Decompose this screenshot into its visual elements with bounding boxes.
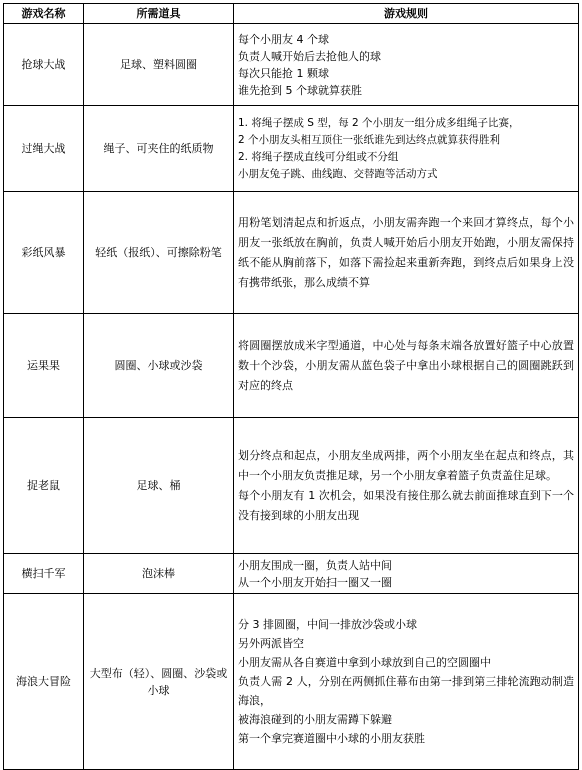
header-row	[4, 4, 579, 24]
game-rules-cell	[234, 192, 579, 314]
rule-line: 另外两派皆空	[238, 637, 304, 650]
game-name-cell: 运果果	[4, 314, 84, 418]
game-rules-cell	[234, 24, 579, 106]
rule-line: 小朋友需从各自赛道中拿到小球放到自己的空圆圈中	[238, 656, 491, 669]
game-name-cell: 捉老鼠	[4, 418, 84, 554]
game-props-cell: 绳子、可夹住的纸质物	[84, 106, 234, 192]
game-name-cell: 彩纸风暴	[4, 192, 84, 314]
header-game-name: 游戏名称	[4, 4, 84, 24]
rule-line: 第一个拿完赛道圈中小球的小朋友获胜	[238, 732, 425, 745]
rule-line: 2 个小朋友头相互顶住一张纸谁先到达终点就算获得胜利	[238, 133, 501, 146]
rule-line: 每次只能抢 1 颗球	[238, 66, 329, 80]
rule-paragraph: 将圆圈摆放成米字型通道，中心处与每条末端各放置好篮子中心放置数十个沙袋，小朋友需从蓝色袋子中拿出小球根据自己的圆圈跳跃到对应的终点	[238, 338, 574, 392]
game-name-cell: 横扫千军	[4, 554, 84, 594]
game-props-cell: 大型布（轻）、圆圈、沙袋或小球	[84, 594, 234, 770]
game-props-cell: 足球、塑料圆圈	[84, 24, 234, 106]
game-rules-cell	[234, 314, 579, 418]
table-row	[4, 192, 579, 314]
game-rules-cell	[234, 418, 579, 554]
game-rules-cell	[234, 106, 579, 192]
rule-paragraph: 用粉笔划清起点和折返点，小朋友需奔跑一个来回才算终点，每个小朋友一张纸放在胸前，负责人喊开始后小朋友开始跑，小朋友需保持纸不能从胸前落下，如落下需捡起来重新奔跑，到终点后如果身上没有携带纸张，那么成绩不算	[238, 215, 574, 289]
rule-paragraph: 每个小朋友有 1 次机会，如果没有接住那么就去前面推球直到下一个没有接到球的小朋友出现	[238, 488, 574, 522]
header-game-rules: 游戏规则	[234, 4, 579, 24]
game-rules-cell	[234, 554, 579, 594]
game-rules-cell	[234, 594, 579, 770]
table-row	[4, 106, 579, 192]
table-row	[4, 594, 579, 770]
rule-paragraph: 划分终点和起点，小朋友坐成两排，两个小朋友坐在起点和终点，其中一个小朋友负责推足球，另一个小朋友拿着篮子负责盖住足球。	[238, 448, 574, 482]
table-row	[4, 314, 579, 418]
table-row	[4, 24, 579, 106]
rule-line: 每个小朋友 4 个球	[238, 32, 329, 46]
rule-line: 2. 将绳子摆成直线可分组或不分组	[238, 150, 399, 163]
rule-line: 负责人喊开始后去抢他人的球	[238, 49, 381, 63]
table-row	[4, 554, 579, 594]
rule-line: 负责人需 2 人，分别在两侧抓住幕布由第一排到第三排轮流跑动制造海浪，	[238, 675, 574, 707]
game-name-cell: 抢球大战	[4, 24, 84, 106]
rule-line: 小朋友围成一圈，负责人站中间	[238, 558, 392, 572]
rule-line: 谁先抢到 5 个球就算获胜	[238, 83, 362, 97]
rule-line: 从一个小朋友开始扫一圈又一圈	[238, 575, 392, 589]
game-props-cell: 圆圈、小球或沙袋	[84, 314, 234, 418]
game-props-cell: 轻纸（报纸）、可擦除粉笔	[84, 192, 234, 314]
rule-line: 1. 将绳子摆成 S 型，每 2 个小朋友一组分成多组绳子比赛，	[238, 116, 520, 129]
header-required-props: 所需道具	[84, 4, 234, 24]
rule-line: 分 3 排圆圈，中间一排放沙袋或小球	[238, 618, 417, 631]
rule-line: 小朋友兔子跳、曲线跑、交替跑等活动方式	[238, 167, 438, 180]
game-name-cell: 过绳大战	[4, 106, 84, 192]
game-props-cell: 足球、桶	[84, 418, 234, 554]
game-props-cell: 泡沫棒	[84, 554, 234, 594]
table-row	[4, 418, 579, 554]
game-name-cell: 海浪大冒险	[4, 594, 84, 770]
games-table	[3, 3, 579, 770]
rule-line: 被海浪碰到的小朋友需蹲下躲避	[238, 713, 392, 726]
